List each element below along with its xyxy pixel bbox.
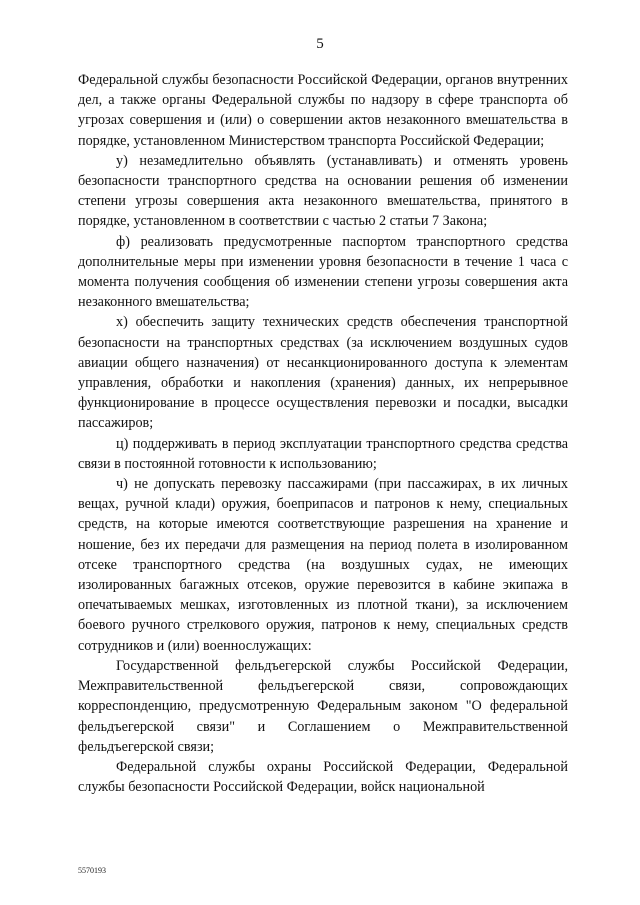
document-body <box>78 70 568 797</box>
paragraph-item-kh: х) обеспечить защиту технических средств обеспечения транспортной безопасности на транспортных средствах (за исключением воздушных судов авиации общего назначения) от несанкционированного доступа к элементам управления, обработки и накопления (хранения) данных, их непрерывное функционирование в процессе осуществления перевозки и посадки, высадки пассажиров; <box>78 314 568 432</box>
paragraph-item-u: у) незамедлительно объявлять (устанавливать) и отменять уровень безопасности транспортного средства на основании решения об изменении степени угрозы совершения акта незаконного вмешательства, принятого в порядке, установленном в соответствии с частью 2 статьи 7 Закона; <box>78 152 568 230</box>
paragraph-courier-service: Государственной фельдъегерской службы Российской Федерации, Межправительственной фельдъегерской связи, сопровождающих корреспонденцию, предусмотренную Федеральным законом "О федеральной фельдъегерской связи" и Соглашением о Межправительственной фельдъегерской связи; <box>78 657 568 755</box>
paragraph-continuation: Федеральной службы безопасности Российской Федерации, органов внутренних дел, а также органы Федеральной службы по надзору в сфере транспорта об угрозах совершения и (или) о совершении актов незаконного вмешательства в порядке, установленном Министерством транспорта Российской Федерации; <box>78 72 568 149</box>
paragraph-item-ch: ч) не допускать перевозку пассажирами (при пассажирах, в их личных вещах, ручной клади) оружия, боеприпасов и патронов к нему, специальных средств, на которые имеются соответствующие разрешения на хранение и ношение, без их передачи для размещения на период полета в изолированном отсеке транспортного средства (на воздушных судах, не имеющих изолированных багажных отсеков, оружие перевозится в кабине экипажа в опечатываемых мешках, изготовленных из плотной ткани), за исключением боевого ручного стрелкового оружия, патронов к нему, специальных средств сотрудников и (или) военнослужащих: <box>78 476 568 654</box>
paragraph-item-f: ф) реализовать предусмотренные паспортом транспортного средства дополнительные меры при изменении уровня безопасности в течение 1 часа с момента получения сообщения об изменении степени угрозы совершения акта незаконного вмешательства; <box>78 233 568 311</box>
page-number: 5 <box>316 36 324 52</box>
document-code: 5570193 <box>78 866 106 875</box>
paragraph-security-services: Федеральной службы охраны Российской Федерации, Федеральной службы безопасности Российской Федерации, войск национальной <box>78 758 568 796</box>
paragraph-item-ts: ц) поддерживать в период эксплуатации транспортного средства средства связи в постоянной готовности к использованию; <box>78 435 568 472</box>
